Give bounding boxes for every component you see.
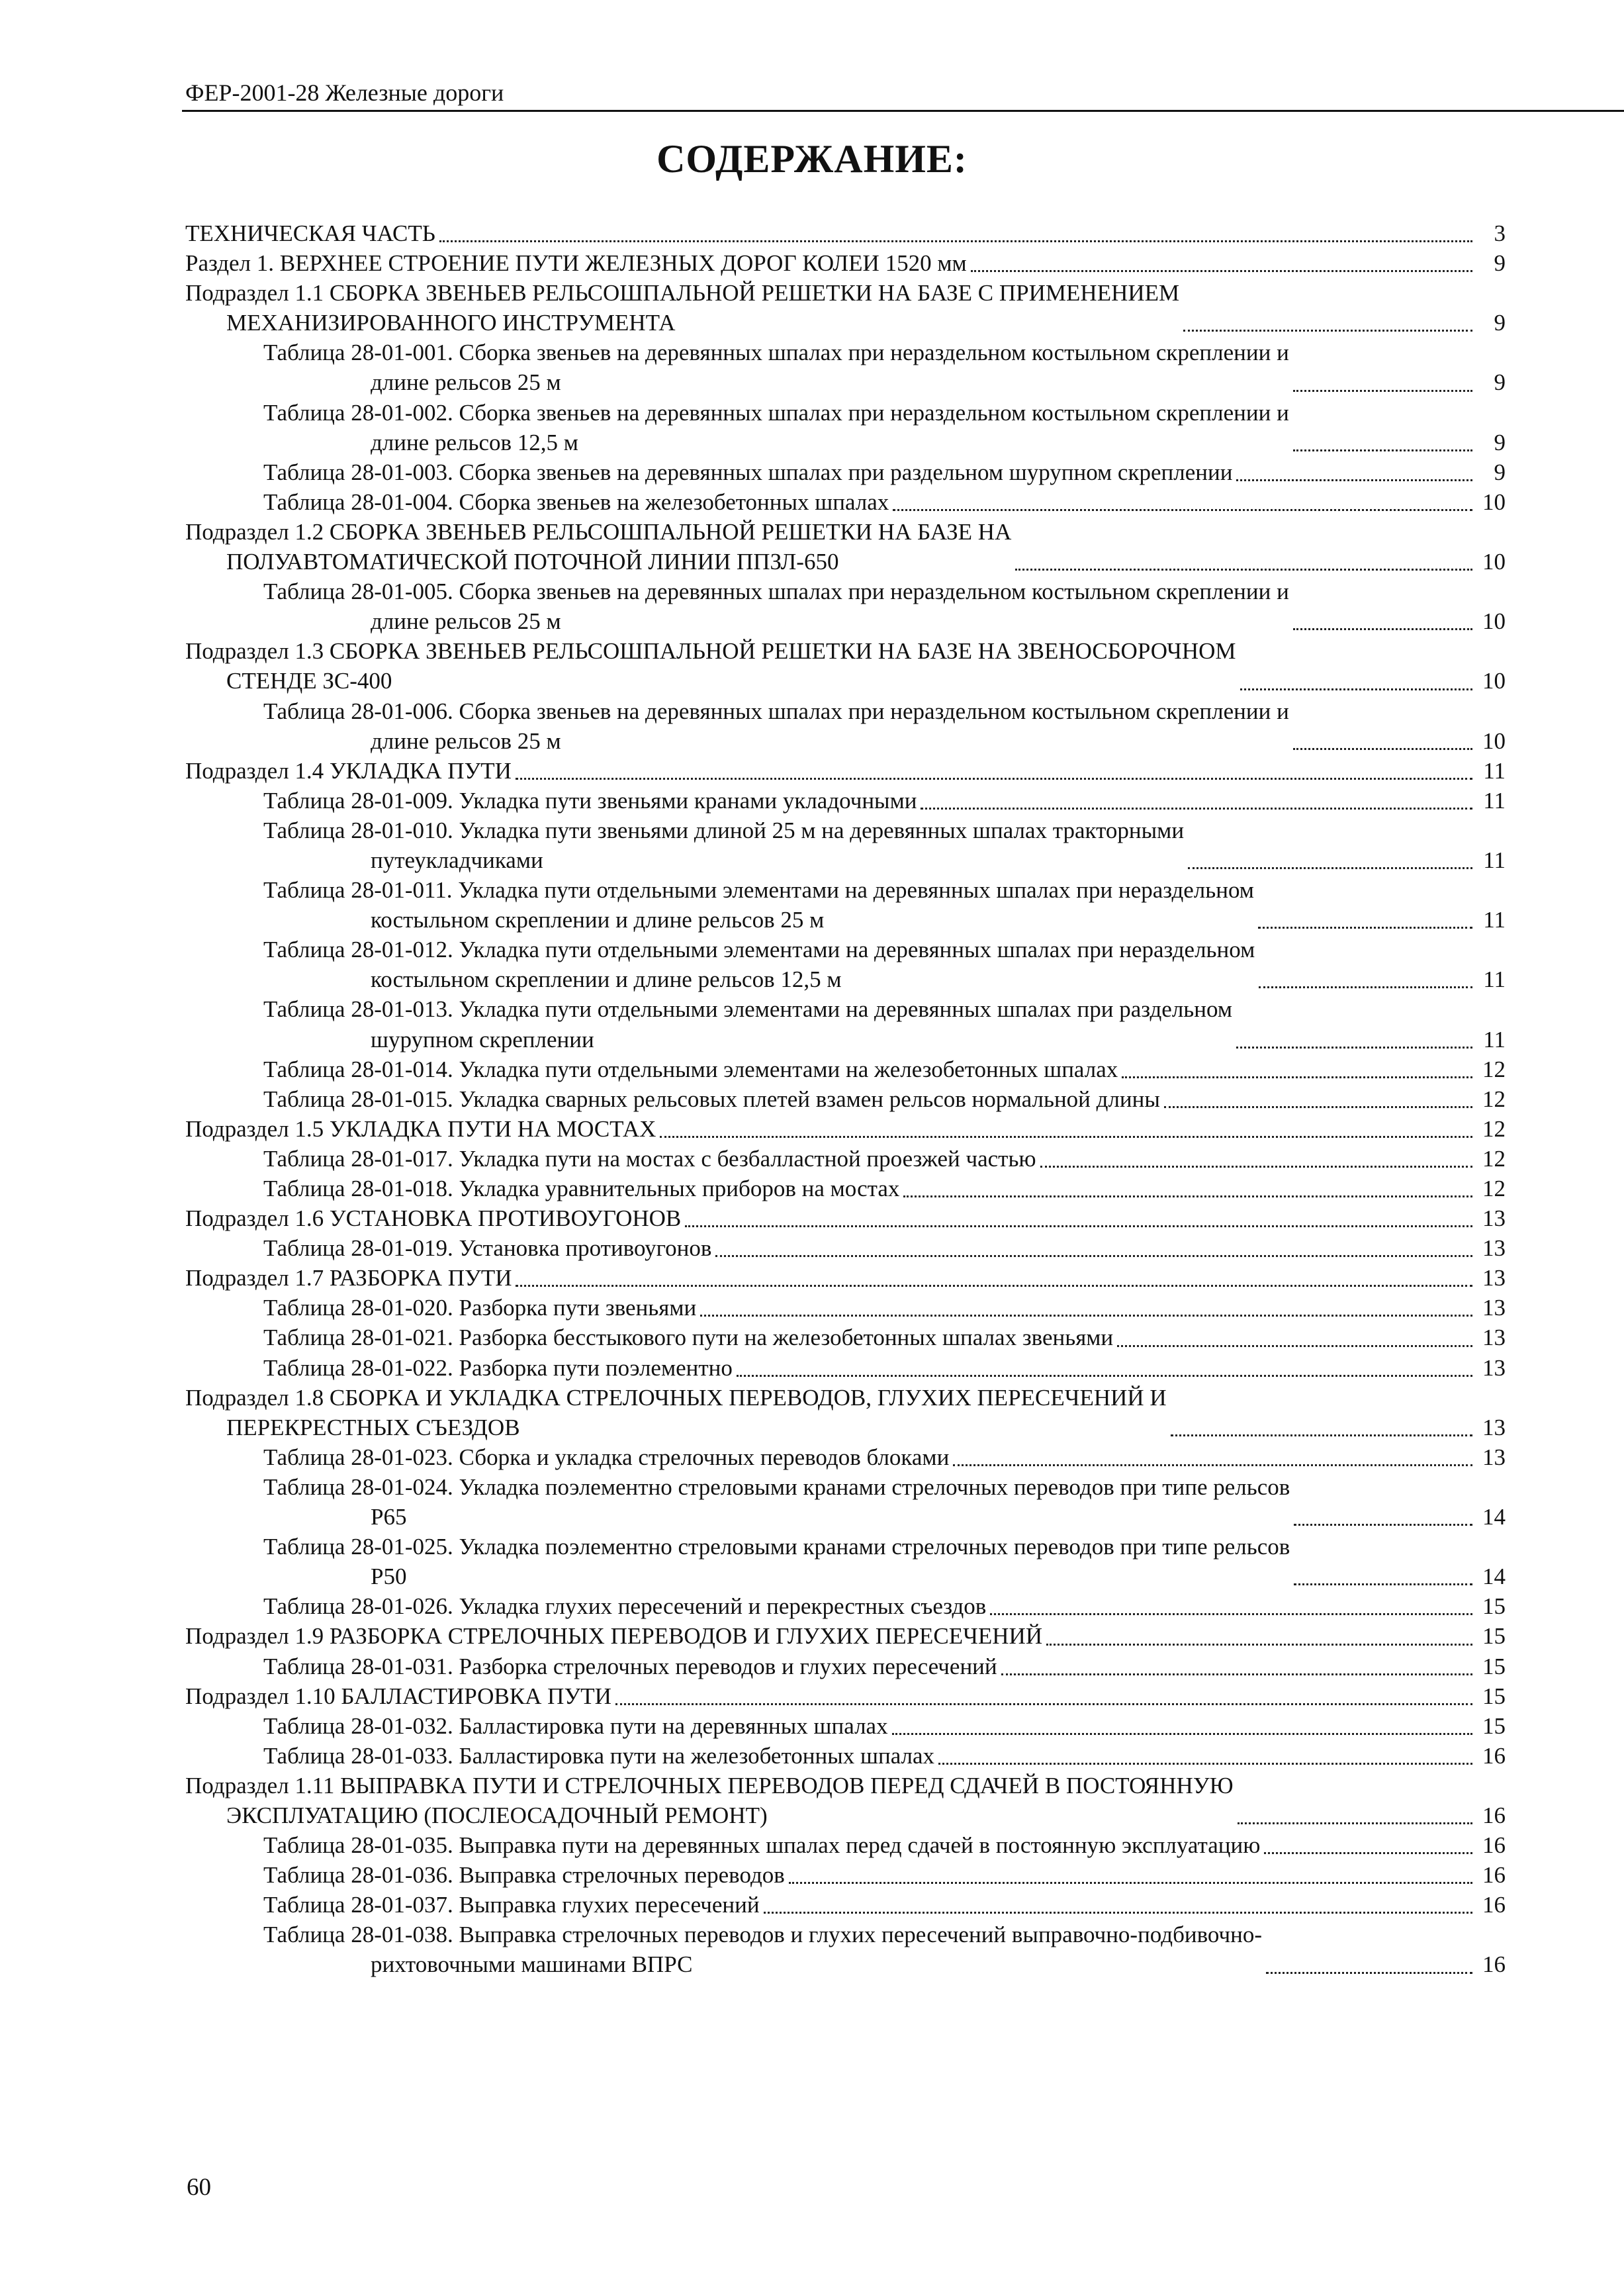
toc-page-number: 11 (1483, 907, 1506, 933)
toc-page-number: 12 (1482, 1176, 1506, 1201)
dot-leader (1293, 390, 1472, 392)
toc-table-entry[interactable] (185, 1084, 1506, 1114)
dot-leader (516, 778, 1472, 780)
toc-page-number: 9 (1494, 459, 1506, 485)
toc-section-entry[interactable] (185, 1114, 1506, 1144)
toc-entry-text (263, 696, 1289, 756)
toc-page-number: 13 (1482, 1295, 1506, 1321)
toc-table-entry[interactable] (185, 1054, 1506, 1084)
toc-section-entry[interactable] (185, 756, 1506, 786)
toc-entry-text (263, 1054, 1118, 1084)
toc-entry-text (263, 994, 1232, 1054)
dot-leader (990, 1613, 1472, 1615)
toc-page-number: 14 (1482, 1564, 1506, 1590)
toc-table-entry[interactable] (185, 935, 1506, 994)
toc-entry-text (263, 1144, 1036, 1174)
toc-table-entry[interactable] (185, 457, 1506, 487)
toc-table-entry[interactable] (185, 1741, 1506, 1771)
toc-page-number: 11 (1483, 847, 1506, 873)
dot-leader (685, 1225, 1472, 1227)
toc-entry-line: Таблица 28-01-026. Укладка глухих пересечений и перекрестных съездов (263, 1593, 987, 1620)
toc-entry-line: Таблица 28-01-037. Выправка глухих пересечений (263, 1892, 760, 1918)
toc-entry-line: Таблица 28-01-031. Разборка стрелочных переводов и глухих пересечений (263, 1653, 997, 1679)
toc-page-number: 13 (1482, 1354, 1506, 1381)
toc-page-number: 13 (1482, 1235, 1506, 1262)
toc-page-number: 16 (1482, 1802, 1506, 1828)
toc-table-entry[interactable] (185, 1472, 1506, 1532)
toc-section-entry[interactable] (185, 1681, 1506, 1711)
dot-leader (700, 1315, 1472, 1317)
toc-entry-line: Таблица 28-01-014. Укладка пути отдельными элементами на железобетонных шпалах (263, 1056, 1118, 1082)
toc-page-number: 10 (1482, 549, 1506, 575)
toc-section-entry[interactable] (185, 218, 1506, 248)
dot-leader (1001, 1673, 1472, 1675)
dot-leader (764, 1912, 1472, 1914)
dot-leader (903, 1195, 1472, 1197)
toc-entry-text (185, 1681, 611, 1711)
toc-entry-line: ЭКСПЛУАТАЦИЮ (ПОСЛЕОСАДОЧНЫЙ РЕМОНТ) (226, 1802, 768, 1828)
toc-entry-text (185, 1203, 681, 1233)
toc-section-entry[interactable] (185, 248, 1506, 278)
toc-entry-line: Таблица 28-01-003. Сборка звеньев на деревянных шпалах при раздельном шурупном скреплении (263, 459, 1233, 485)
toc-page-number: 16 (1482, 1742, 1506, 1769)
toc-entry-line: рихтовочными машинами ВПРС (371, 1951, 693, 1978)
toc-section-entry[interactable] (185, 1771, 1506, 1830)
toc-entry-line: длине рельсов 25 м (371, 608, 561, 635)
toc-page-number: 11 (1483, 787, 1506, 814)
toc-entry-text (263, 398, 1289, 457)
dot-leader (715, 1255, 1472, 1257)
dot-leader (1238, 1822, 1472, 1824)
toc-page-number: 10 (1482, 489, 1506, 515)
toc-entry-text (263, 1084, 1160, 1114)
toc-entry-line: ПОЛУАВТОМАТИЧЕСКОЙ ПОТОЧНОЙ ЛИНИИ ППЗЛ-650 (226, 549, 839, 575)
dot-leader (737, 1375, 1472, 1377)
dot-leader (439, 240, 1472, 242)
dot-leader (1040, 1166, 1472, 1168)
toc-page-number: 13 (1482, 1444, 1506, 1470)
toc-page-number: 11 (1483, 1026, 1506, 1052)
toc-entry-line: Подраздел 1.8 СБОРКА И УКЛАДКА СТРЕЛОЧНЫХ ПЕРЕВОДОВ, ГЛУХИХ ПЕРЕСЕЧЕНИЙ И (185, 1384, 1167, 1411)
toc-entry-line: Таблица 28-01-011. Укладка пути отдельными элементами на деревянных шпалах при нераздельном (263, 877, 1254, 904)
toc-entry-text (263, 935, 1255, 994)
toc-section-entry[interactable] (185, 517, 1506, 577)
toc-entry-text (263, 1591, 986, 1621)
toc-entry-line: Таблица 28-01-035. Выправка пути на деревянных шпалах перед сдачей в постоянную эксплуатацию (263, 1832, 1261, 1859)
toc-section-entry[interactable] (185, 1621, 1506, 1651)
toc-entry-text (263, 875, 1254, 935)
toc-entry-line: МЕХАНИЗИРОВАННОГО ИНСТРУМЕНТА (226, 310, 676, 336)
toc-table-entry[interactable] (185, 994, 1506, 1054)
toc-entry-text (263, 577, 1289, 636)
toc-table-entry[interactable] (185, 1711, 1506, 1741)
toc-table-entry[interactable] (185, 1353, 1506, 1383)
toc-entry-text (263, 338, 1289, 397)
toc-entry-line: Подраздел 1.1 СБОРКА ЗВЕНЬЕВ РЕЛЬСОШПАЛЬНОЙ РЕШЕТКИ НА БАЗЕ С ПРИМЕНЕНИЕМ (185, 280, 1180, 306)
toc-page-number: 9 (1494, 250, 1506, 277)
toc-entry-text (185, 1771, 1234, 1830)
toc-page-number: 12 (1482, 1056, 1506, 1082)
toc-entry-text (185, 1621, 1042, 1651)
toc-page-number: 11 (1483, 966, 1506, 993)
toc-table-entry[interactable] (185, 1830, 1506, 1860)
toc-entry-line: Подраздел 1.11 ВЫПРАВКА ПУТИ И СТРЕЛОЧНЫХ ПЕРЕВОДОВ ПЕРЕД СДАЧЕЙ В ПОСТОЯННУЮ (185, 1772, 1234, 1798)
running-header: ФЕР-2001-28 Железные дороги (185, 79, 504, 106)
page-title: СОДЕРЖАНИЕ: (656, 137, 968, 181)
toc-entry-line: Таблица 28-01-012. Укладка пути отдельными элементами на деревянных шпалах при нераздельном (263, 937, 1255, 963)
toc-page-number: 12 (1482, 1145, 1506, 1172)
dot-leader (1236, 479, 1472, 481)
dot-leader (1188, 867, 1472, 869)
toc-entry-text (185, 1383, 1167, 1442)
toc-entry-text (185, 1263, 512, 1293)
toc-entry-line: шурупном скреплении (371, 1026, 594, 1052)
dot-leader (516, 1285, 1472, 1287)
toc-entry-line: Таблица 28-01-013. Укладка пути отдельными элементами на деревянных шпалах при раздельном (263, 996, 1232, 1023)
dot-leader (1015, 569, 1472, 571)
toc-entry-text (263, 1741, 934, 1771)
toc-entry-line: ПЕРЕКРЕСТНЫХ СЪЕЗДОВ (226, 1414, 520, 1440)
toc-entry-line: длине рельсов 25 м (371, 369, 561, 396)
toc-page-number: 16 (1482, 1951, 1506, 1978)
toc-page-number: 16 (1482, 1892, 1506, 1918)
toc-table-entry[interactable] (185, 1652, 1506, 1681)
dot-leader (971, 270, 1472, 272)
table-of-contents (185, 218, 1506, 1980)
toc-table-entry[interactable] (185, 338, 1506, 397)
toc-entry-text (263, 1472, 1290, 1532)
toc-entry-text (185, 1114, 656, 1144)
dot-leader (1294, 1524, 1472, 1526)
toc-table-entry[interactable] (185, 577, 1506, 636)
toc-entry-line: Таблица 28-01-015. Укладка сварных рельсовых плетей взамен рельсов нормальной длины (263, 1086, 1160, 1112)
toc-page-number: 9 (1494, 310, 1506, 336)
toc-table-entry[interactable] (185, 398, 1506, 457)
toc-entry-line: Р50 (371, 1564, 407, 1590)
toc-page-number: 13 (1482, 1325, 1506, 1351)
page-number: 60 (187, 2174, 211, 2201)
toc-entry-text (263, 1293, 696, 1323)
toc-entry-line: Таблица 28-01-001. Сборка звеньев на деревянных шпалах при нераздельном костыльном скреплении и (263, 340, 1289, 366)
dot-leader (1259, 986, 1472, 988)
toc-entry-line: Раздел 1. ВЕРХНЕЕ СТРОЕНИЕ ПУТИ ЖЕЛЕЗНЫХ ДОРОГ КОЛЕИ 1520 мм (185, 250, 967, 277)
toc-table-entry[interactable] (185, 1591, 1506, 1621)
toc-page-number: 15 (1482, 1593, 1506, 1620)
toc-page-number: 12 (1482, 1115, 1506, 1142)
toc-entry-text (263, 1920, 1262, 1979)
toc-table-entry[interactable] (185, 1233, 1506, 1263)
toc-page-number: 15 (1482, 1623, 1506, 1650)
dot-leader (953, 1464, 1472, 1466)
dot-leader (1240, 688, 1472, 690)
toc-entry-line: Таблица 28-01-006. Сборка звеньев на деревянных шпалах при нераздельном костыльном скреплении и (263, 698, 1289, 724)
toc-entry-text (263, 1652, 997, 1681)
toc-entry-line: Таблица 28-01-022. Разборка пути поэлементно (263, 1354, 733, 1381)
toc-table-entry[interactable] (185, 1860, 1506, 1890)
dot-leader (1183, 330, 1472, 332)
toc-page-number: 12 (1482, 1086, 1506, 1112)
dot-leader (892, 1733, 1472, 1735)
toc-entry-line: Таблица 28-01-004. Сборка звеньев на железобетонных шпалах (263, 489, 889, 515)
dot-leader (1258, 927, 1472, 929)
toc-page-number: 11 (1483, 757, 1506, 784)
dot-leader (1293, 449, 1472, 451)
toc-entry-text (185, 756, 512, 786)
toc-page-number: 3 (1494, 220, 1506, 246)
toc-table-entry[interactable] (185, 875, 1506, 935)
toc-entry-line: костыльном скреплении и длине рельсов 25 м (371, 907, 825, 933)
toc-page-number: 16 (1482, 1862, 1506, 1889)
toc-page-number: 15 (1482, 1653, 1506, 1679)
toc-entry-text (185, 517, 1011, 577)
dot-leader (1293, 628, 1472, 630)
dot-leader (938, 1763, 1472, 1765)
toc-entry-line: Таблица 28-01-005. Сборка звеньев на деревянных шпалах при нераздельном костыльном скреплении и (263, 579, 1289, 605)
toc-entry-text (185, 636, 1236, 696)
toc-page-number: 10 (1482, 727, 1506, 754)
toc-entry-line: Подраздел 1.5 УКЛАДКА ПУТИ НА МОСТАХ (185, 1115, 656, 1142)
toc-page-number: 9 (1494, 429, 1506, 455)
toc-entry-text (185, 218, 435, 248)
toc-entry-line: Подраздел 1.7 РАЗБОРКА ПУТИ (185, 1265, 512, 1291)
toc-entry-line: Таблица 28-01-017. Укладка пути на мостах с безбалластной проезжей частью (263, 1145, 1036, 1172)
toc-section-entry[interactable] (185, 636, 1506, 696)
toc-page-number: 15 (1482, 1683, 1506, 1709)
toc-entry-line: СТЕНДЕ ЗС-400 (226, 668, 392, 694)
dot-leader (1264, 1852, 1472, 1854)
toc-entry-line: Подраздел 1.9 РАЗБОРКА СТРЕЛОЧНЫХ ПЕРЕВОДОВ И ГЛУХИХ ПЕРЕСЕЧЕНИЙ (185, 1623, 1043, 1650)
toc-table-entry[interactable] (185, 696, 1506, 756)
toc-entry-text (263, 1830, 1260, 1860)
toc-page-number: 10 (1482, 668, 1506, 694)
toc-table-entry[interactable] (185, 1532, 1506, 1591)
toc-page-number: 13 (1482, 1414, 1506, 1440)
toc-table-entry[interactable] (185, 1890, 1506, 1920)
toc-entry-line: длине рельсов 25 м (371, 727, 561, 754)
toc-page-number: 16 (1482, 1832, 1506, 1859)
toc-page-number: 13 (1482, 1205, 1506, 1232)
dot-leader (1266, 1972, 1472, 1974)
toc-entry-text (263, 1860, 785, 1890)
toc-entry-text (185, 278, 1179, 338)
toc-entry-line: костыльном скреплении и длине рельсов 12,5 м (371, 966, 842, 993)
toc-entry-line: Подраздел 1.10 БАЛЛАСТИРОВКА ПУТИ (185, 1683, 611, 1709)
toc-section-entry[interactable] (185, 1383, 1506, 1442)
toc-entry-text (263, 1711, 888, 1741)
toc-table-entry[interactable] (185, 1144, 1506, 1174)
toc-table-entry[interactable] (185, 786, 1506, 816)
toc-entry-line: ТЕХНИЧЕСКАЯ ЧАСТЬ (185, 220, 435, 246)
toc-table-entry[interactable] (185, 1442, 1506, 1472)
toc-section-entry[interactable] (185, 1263, 1506, 1293)
toc-entry-line: Таблица 28-01-032. Балластировка пути на деревянных шпалах (263, 1712, 888, 1739)
dot-leader (660, 1136, 1472, 1138)
toc-entry-text (263, 1532, 1290, 1591)
dot-leader (789, 1882, 1472, 1884)
toc-entry-text (263, 1442, 949, 1472)
header-rule (182, 110, 1624, 112)
dot-leader (893, 509, 1472, 511)
toc-table-entry[interactable] (185, 1920, 1506, 1979)
dot-leader (615, 1703, 1472, 1705)
toc-entry-line: Таблица 28-01-020. Разборка пути звеньями (263, 1295, 697, 1321)
toc-entry-line: Таблица 28-01-009. Укладка пути звеньями кранами укладочными (263, 787, 917, 814)
toc-entry-line: Подраздел 1.3 СБОРКА ЗВЕНЬЕВ РЕЛЬСОШПАЛЬНОЙ РЕШЕТКИ НА БАЗЕ НА ЗВЕНОСБОРОЧНОМ (185, 638, 1236, 665)
toc-section-entry[interactable] (185, 278, 1506, 338)
toc-entry-text (263, 786, 917, 816)
toc-section-entry[interactable] (185, 1203, 1506, 1233)
dot-leader (1122, 1076, 1472, 1078)
dot-leader (1046, 1644, 1472, 1646)
toc-entry-line: Подраздел 1.2 СБОРКА ЗВЕНЬЕВ РЕЛЬСОШПАЛЬНОЙ РЕШЕТКИ НА БАЗЕ НА (185, 518, 1012, 545)
toc-page-number: 14 (1482, 1504, 1506, 1530)
toc-entry-line: Таблица 28-01-038. Выправка стрелочных переводов и глухих пересечений выправочно-подбивочно- (263, 1922, 1263, 1948)
dot-leader (921, 808, 1472, 810)
toc-entry-line: Таблица 28-01-033. Балластировка пути на железобетонных шпалах (263, 1742, 935, 1769)
dot-leader (1236, 1047, 1472, 1049)
toc-table-entry[interactable] (185, 1323, 1506, 1352)
toc-entry-line: Таблица 28-01-024. Укладка поэлементно стреловыми кранами стрелочных переводов при типе рельсов (263, 1473, 1290, 1500)
toc-entry-line: Таблица 28-01-019. Установка противоугонов (263, 1235, 712, 1262)
dot-leader (1171, 1434, 1472, 1436)
toc-table-entry[interactable] (185, 1293, 1506, 1323)
toc-entry-line: путеукладчиками (371, 847, 543, 873)
toc-page-number: 10 (1482, 608, 1506, 635)
toc-entry-text (263, 1323, 1113, 1352)
toc-table-entry[interactable] (185, 816, 1506, 875)
toc-entry-text (263, 816, 1184, 875)
toc-entry-line: Таблица 28-01-025. Укладка поэлементно стреловыми кранами стрелочных переводов при типе рельсов (263, 1534, 1290, 1560)
toc-table-entry[interactable] (185, 487, 1506, 517)
dot-leader (1117, 1345, 1472, 1347)
toc-entry-text (263, 457, 1232, 487)
toc-entry-text (263, 1233, 711, 1263)
dot-leader (1294, 1583, 1472, 1585)
toc-page-number: 9 (1494, 369, 1506, 396)
toc-entry-line: длине рельсов 12,5 м (371, 429, 578, 455)
dot-leader (1164, 1106, 1472, 1108)
toc-entry-line: Подраздел 1.4 УКЛАДКА ПУТИ (185, 757, 512, 784)
toc-entry-text (263, 1353, 733, 1383)
dot-leader (1293, 748, 1472, 750)
toc-entry-line: Таблица 28-01-036. Выправка стрелочных переводов (263, 1862, 785, 1889)
toc-entry-text (185, 248, 967, 278)
toc-entry-line: Р65 (371, 1504, 407, 1530)
toc-entry-line: Таблица 28-01-010. Укладка пути звеньями длиной 25 м на деревянных шпалах тракторными (263, 817, 1185, 843)
toc-entry-line: Таблица 28-01-002. Сборка звеньев на деревянных шпалах при нераздельном костыльном скреплении и (263, 399, 1289, 426)
toc-entry-text (263, 487, 889, 517)
toc-table-entry[interactable] (185, 1174, 1506, 1203)
toc-entry-line: Таблица 28-01-023. Сборка и укладка стрелочных переводов блоками (263, 1444, 950, 1470)
toc-entry-text (263, 1890, 760, 1920)
toc-entry-line: Таблица 28-01-018. Укладка уравнительных приборов на мостах (263, 1176, 900, 1201)
toc-page-number: 15 (1482, 1712, 1506, 1739)
toc-entry-text (263, 1174, 899, 1203)
toc-entry-line: Подраздел 1.6 УСТАНОВКА ПРОТИВОУГОНОВ (185, 1205, 682, 1232)
toc-entry-line: Таблица 28-01-021. Разборка бесстыкового пути на железобетонных шпалах звеньями (263, 1325, 1114, 1351)
toc-page-number: 13 (1482, 1265, 1506, 1291)
